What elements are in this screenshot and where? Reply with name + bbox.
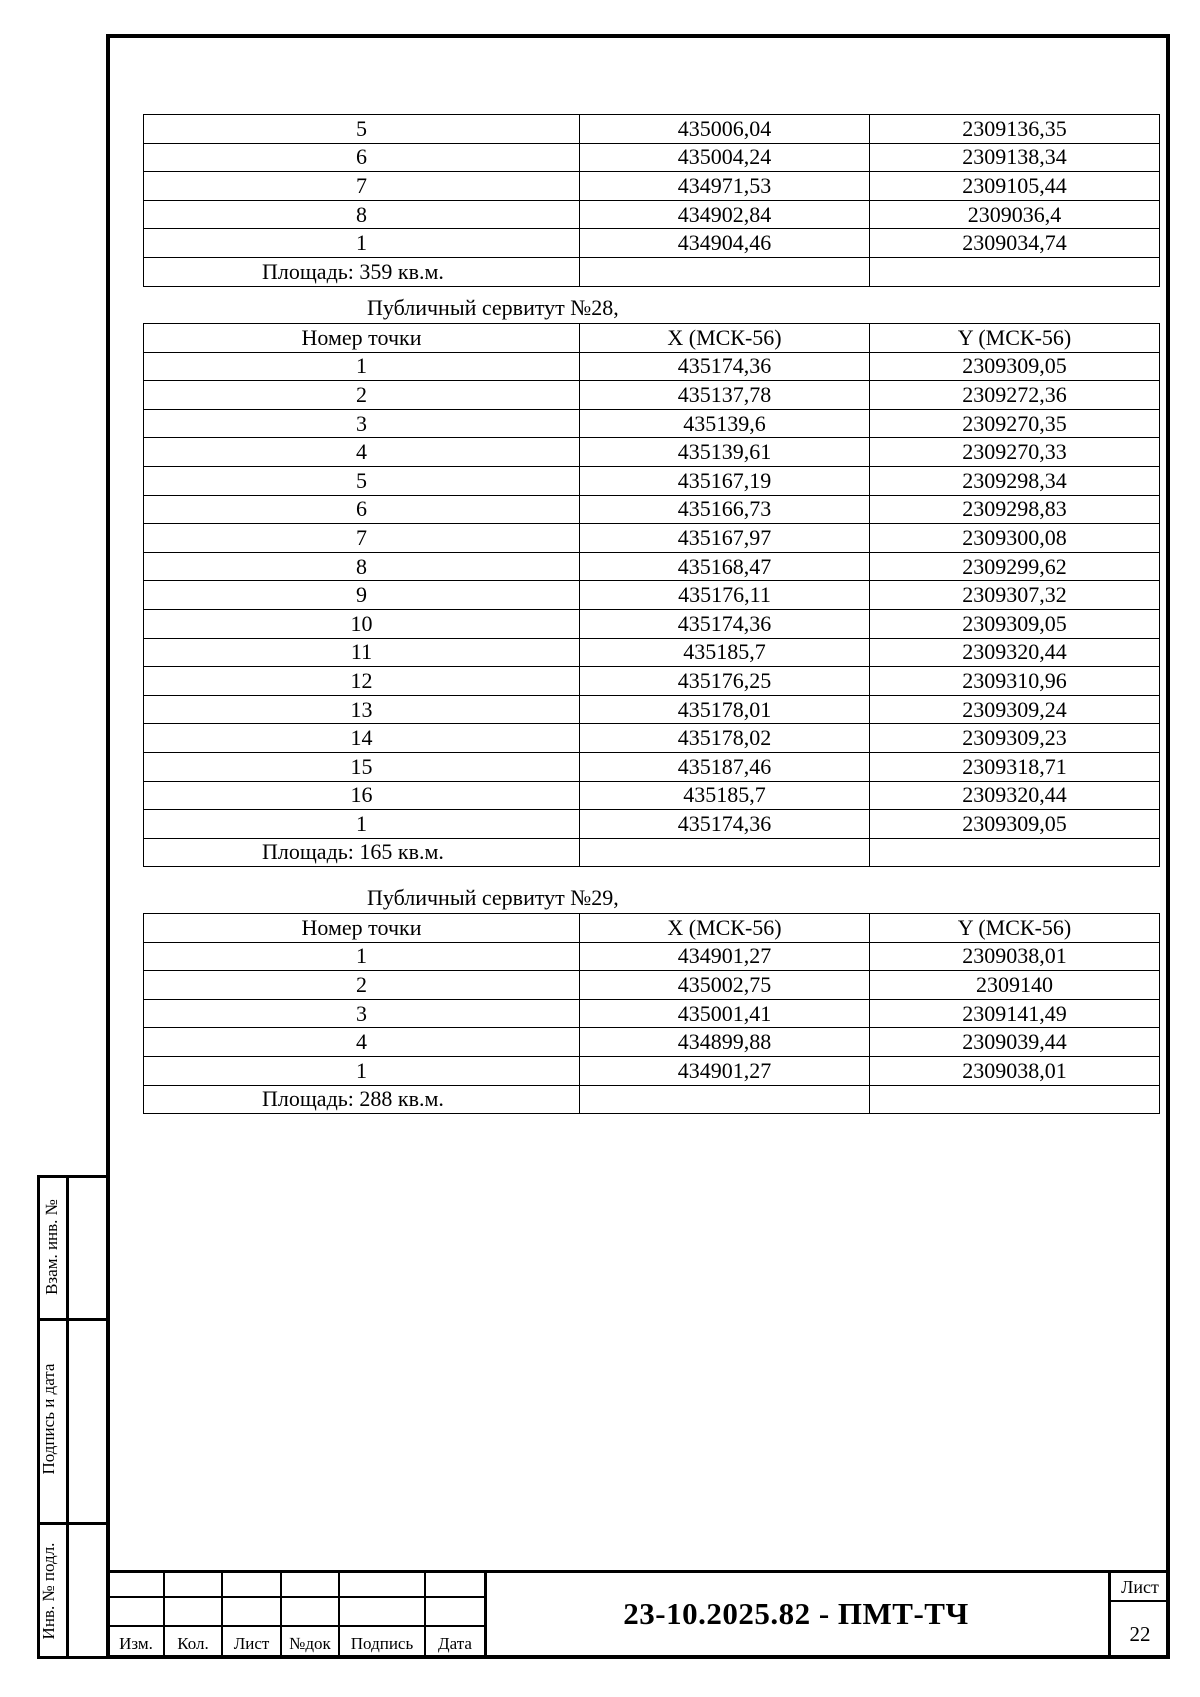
point-number-cell: 1 [144, 810, 580, 839]
x-coordinate-cell: 435185,7 [580, 638, 870, 667]
column-header: Y (МСК-56) [870, 914, 1160, 943]
x-coordinate-cell: 435174,36 [580, 609, 870, 638]
area-row [144, 257, 1160, 286]
table-row [144, 552, 1160, 581]
table-row [144, 695, 1160, 724]
empty-cell [870, 257, 1160, 286]
point-number-cell: 1 [144, 942, 580, 971]
side-label-signature-date: Подпись и дата [39, 1363, 58, 1475]
column-header: Номер точки [144, 914, 580, 943]
empty-cell [870, 838, 1160, 867]
y-coordinate-cell: 2309036,4 [870, 200, 1160, 229]
x-coordinate-cell: 435137,78 [580, 381, 870, 410]
point-number-cell: 2 [144, 381, 580, 410]
point-number-cell: 1 [144, 1056, 580, 1085]
y-coordinate-cell: 2309039,44 [870, 1028, 1160, 1057]
point-number-cell: 6 [144, 495, 580, 524]
table-row [144, 200, 1160, 229]
point-number-cell: 7 [144, 172, 580, 201]
x-coordinate-cell: 435176,25 [580, 667, 870, 696]
coordinates-table-servitude-29 [143, 913, 1160, 1114]
point-number-cell: 15 [144, 752, 580, 781]
x-coordinate-cell: 435185,7 [580, 781, 870, 810]
caption-kol: Кол. [177, 1634, 209, 1653]
y-coordinate-cell: 2309318,71 [870, 752, 1160, 781]
table-row [144, 352, 1160, 381]
x-coordinate-cell: 434971,53 [580, 172, 870, 201]
y-coordinate-cell: 2309136,35 [870, 115, 1160, 144]
x-coordinate-cell: 435139,61 [580, 438, 870, 467]
x-coordinate-cell: 435174,36 [580, 810, 870, 839]
point-number-cell: 3 [144, 409, 580, 438]
point-number-cell: 6 [144, 143, 580, 172]
table-row [144, 752, 1160, 781]
x-coordinate-cell: 435004,24 [580, 143, 870, 172]
point-number-cell: 8 [144, 200, 580, 229]
column-header: X (МСК-56) [580, 914, 870, 943]
x-coordinate-cell: 435178,02 [580, 724, 870, 753]
empty-cell [580, 257, 870, 286]
y-coordinate-cell: 2309141,49 [870, 999, 1160, 1028]
area-cell: Площадь: 165 кв.м. [144, 838, 580, 867]
y-coordinate-cell: 2309299,62 [870, 552, 1160, 581]
column-header: Номер точки [144, 324, 580, 353]
table-row [144, 581, 1160, 610]
side-label-vzam-inv: Взам. инв. № [42, 1199, 61, 1295]
table-row [144, 495, 1160, 524]
area-cell: Площадь: 359 кв.м. [144, 257, 580, 286]
x-coordinate-cell: 435001,41 [580, 999, 870, 1028]
y-coordinate-cell: 2309309,05 [870, 810, 1160, 839]
empty-cell [580, 1085, 870, 1114]
table-row [144, 1028, 1160, 1057]
point-number-cell: 4 [144, 438, 580, 467]
x-coordinate-cell: 434901,27 [580, 1056, 870, 1085]
x-coordinate-cell: 435167,97 [580, 524, 870, 553]
y-coordinate-cell: 2309300,08 [870, 524, 1160, 553]
table-row [144, 638, 1160, 667]
y-coordinate-cell: 2309320,44 [870, 638, 1160, 667]
table-row [144, 438, 1160, 467]
column-header: X (МСК-56) [580, 324, 870, 353]
x-coordinate-cell: 434902,84 [580, 200, 870, 229]
servitude-28-title: Публичный сервитут №28, [367, 295, 619, 320]
caption-list: Лист [233, 1634, 270, 1653]
x-coordinate-cell: 435174,36 [580, 352, 870, 381]
document-code: 23-10.2025.82 - ПМТ-ТЧ [623, 1596, 969, 1631]
table-row [144, 381, 1160, 410]
y-coordinate-cell: 2309140 [870, 971, 1160, 1000]
x-coordinate-cell: 435187,46 [580, 752, 870, 781]
x-coordinate-cell: 434901,27 [580, 942, 870, 971]
sheet-number: 22 [1129, 1622, 1151, 1646]
y-coordinate-cell: 2309138,34 [870, 143, 1160, 172]
point-number-cell: 3 [144, 999, 580, 1028]
y-coordinate-cell: 2309309,24 [870, 695, 1160, 724]
side-label-inv-podl: Инв. № подл. [39, 1542, 58, 1640]
table-row [144, 1056, 1160, 1085]
table-row [144, 115, 1160, 144]
table-row [144, 667, 1160, 696]
area-row [144, 1085, 1160, 1114]
x-coordinate-cell: 435006,04 [580, 115, 870, 144]
column-header: Y (МСК-56) [870, 324, 1160, 353]
x-coordinate-cell: 435139,6 [580, 409, 870, 438]
point-number-cell: 5 [144, 466, 580, 495]
y-coordinate-cell: 2309309,23 [870, 724, 1160, 753]
table-row [144, 781, 1160, 810]
table-row [144, 999, 1160, 1028]
table-row [144, 810, 1160, 839]
y-coordinate-cell: 2309298,83 [870, 495, 1160, 524]
point-number-cell: 7 [144, 524, 580, 553]
x-coordinate-cell: 435002,75 [580, 971, 870, 1000]
point-number-cell: 8 [144, 552, 580, 581]
x-coordinate-cell: 434899,88 [580, 1028, 870, 1057]
caption-ndok: №док [289, 1634, 331, 1653]
caption-signature: Подпись [350, 1634, 414, 1653]
point-number-cell: 2 [144, 971, 580, 1000]
x-coordinate-cell: 434904,46 [580, 229, 870, 258]
table-row [144, 466, 1160, 495]
y-coordinate-cell: 2309310,96 [870, 667, 1160, 696]
area-cell: Площадь: 288 кв.м. [144, 1085, 580, 1114]
table-header-row [144, 914, 1160, 943]
table-row [144, 724, 1160, 753]
table-header-row [144, 324, 1160, 353]
y-coordinate-cell: 2309307,32 [870, 581, 1160, 610]
empty-cell [580, 838, 870, 867]
y-coordinate-cell: 2309038,01 [870, 942, 1160, 971]
servitude-29-title: Публичный сервитут №29, [367, 885, 619, 910]
point-number-cell: 11 [144, 638, 580, 667]
y-coordinate-cell: 2309270,35 [870, 409, 1160, 438]
point-number-cell: 10 [144, 609, 580, 638]
x-coordinate-cell: 435167,19 [580, 466, 870, 495]
x-coordinate-cell: 435178,01 [580, 695, 870, 724]
point-number-cell: 5 [144, 115, 580, 144]
x-coordinate-cell: 435176,11 [580, 581, 870, 610]
y-coordinate-cell: 2309270,33 [870, 438, 1160, 467]
table-row [144, 942, 1160, 971]
point-number-cell: 12 [144, 667, 580, 696]
y-coordinate-cell: 2309320,44 [870, 781, 1160, 810]
x-coordinate-cell: 435168,47 [580, 552, 870, 581]
point-number-cell: 1 [144, 352, 580, 381]
y-coordinate-cell: 2309309,05 [870, 352, 1160, 381]
point-number-cell: 9 [144, 581, 580, 610]
point-number-cell: 14 [144, 724, 580, 753]
empty-cell [870, 1085, 1160, 1114]
table-row [144, 172, 1160, 201]
coordinates-table-continued [143, 114, 1160, 287]
point-number-cell: 16 [144, 781, 580, 810]
y-coordinate-cell: 2309034,74 [870, 229, 1160, 258]
table-row [144, 229, 1160, 258]
section-title-servitude-29 [143, 884, 1159, 912]
x-coordinate-cell: 435166,73 [580, 495, 870, 524]
coordinates-table-servitude-28 [143, 323, 1160, 867]
sheet-label: Лист [1121, 1577, 1159, 1597]
point-number-cell: 13 [144, 695, 580, 724]
caption-date: Дата [438, 1634, 472, 1653]
y-coordinate-cell: 2309272,36 [870, 381, 1160, 410]
table-row [144, 971, 1160, 1000]
area-row [144, 838, 1160, 867]
point-number-cell: 4 [144, 1028, 580, 1057]
section-title-servitude-28 [143, 294, 1159, 322]
y-coordinate-cell: 2309298,34 [870, 466, 1160, 495]
y-coordinate-cell: 2309038,01 [870, 1056, 1160, 1085]
table-row [144, 409, 1160, 438]
table-row [144, 609, 1160, 638]
y-coordinate-cell: 2309309,05 [870, 609, 1160, 638]
table-row [144, 143, 1160, 172]
point-number-cell: 1 [144, 229, 580, 258]
y-coordinate-cell: 2309105,44 [870, 172, 1160, 201]
table-row [144, 524, 1160, 553]
caption-izm: Изм. [119, 1634, 153, 1653]
